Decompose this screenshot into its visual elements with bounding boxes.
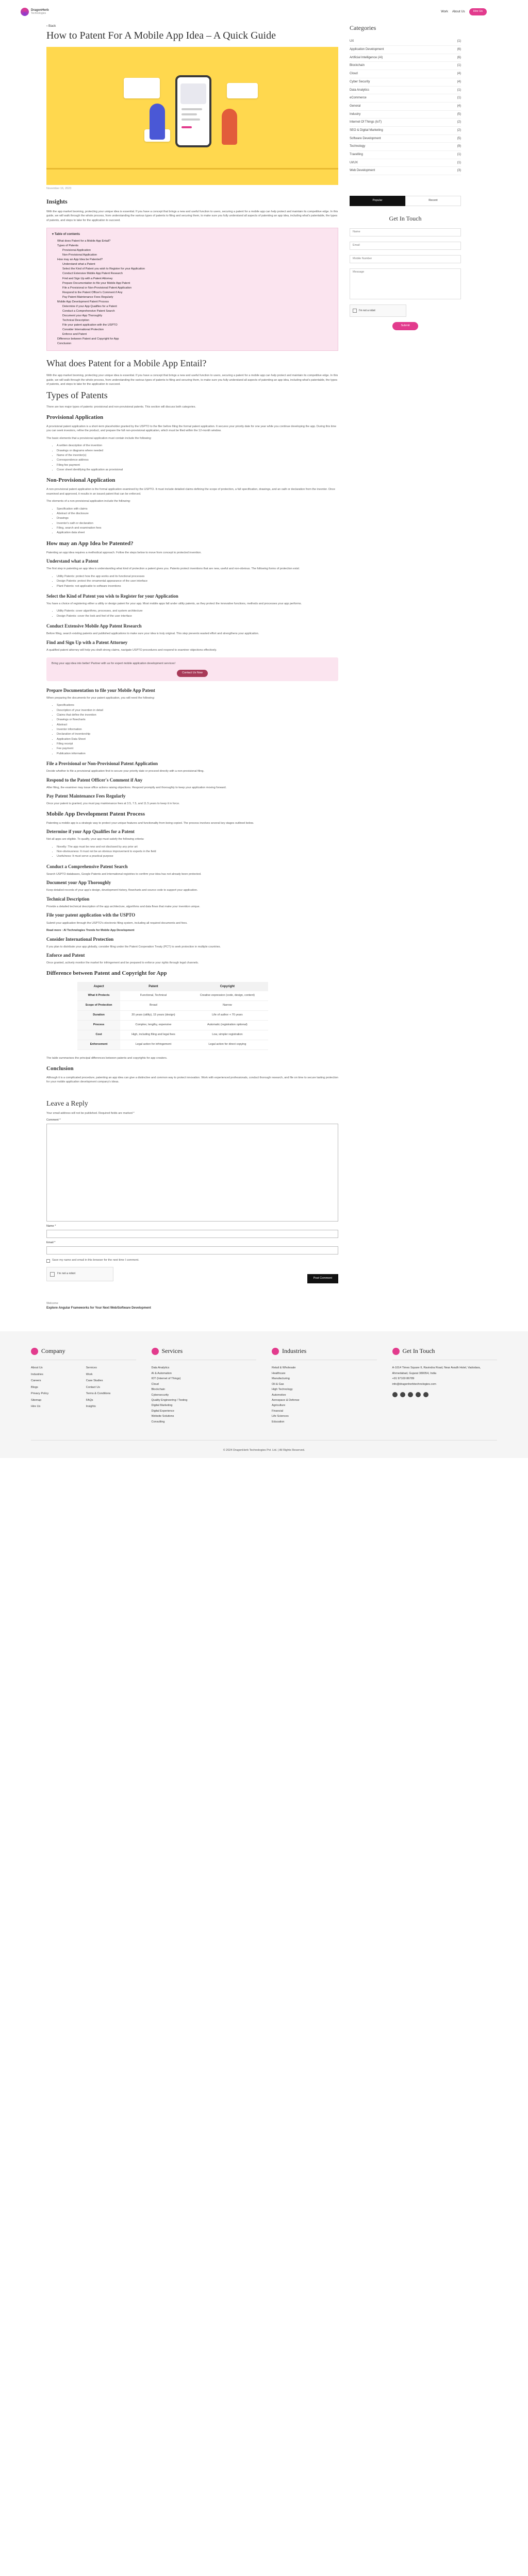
logo-tagline: Technologies bbox=[31, 11, 46, 15]
list-item: • Drawings or diagrams where needed bbox=[57, 449, 338, 453]
table-row: Scope of Protection Broad Narrow bbox=[77, 1001, 268, 1011]
youtube-icon[interactable] bbox=[423, 1392, 428, 1397]
category-item[interactable]: Software Development (5) bbox=[350, 135, 461, 143]
tab-popular[interactable]: Popular bbox=[350, 196, 405, 206]
category-item[interactable]: UI/UX (1) bbox=[350, 159, 461, 167]
category-item[interactable]: SEO & Digital Marketing (2) bbox=[350, 127, 461, 135]
footer-link[interactable]: Contact Us bbox=[86, 1385, 100, 1389]
toc-item[interactable]: Pay Patent Maintenance Fees Regularly bbox=[62, 295, 113, 299]
footer-link[interactable]: Sitemap bbox=[31, 1398, 42, 1402]
bullet-list bbox=[46, 444, 338, 472]
category-item[interactable]: General (4) bbox=[350, 103, 461, 111]
back-link[interactable]: ‹ Back bbox=[46, 24, 56, 28]
toc-item[interactable]: Understand what a Patent bbox=[62, 263, 95, 266]
footer-link[interactable]: Digital Experience bbox=[151, 1409, 174, 1413]
footer-link[interactable]: Agriculture bbox=[272, 1404, 286, 1408]
footer-link[interactable]: Cybersecurity bbox=[151, 1393, 169, 1397]
list-item: • Utility Patents: cover algorithms, processes, and system architecture bbox=[57, 609, 338, 614]
toc-item[interactable]: Enforce and Patent bbox=[62, 333, 87, 336]
site-footer: Company About Us Services Industries Work Careers Case Studies Blogs Contact Us Privacy Policy Terms & Conditions Sitemap FAQs Hire Us Insights Services Data Analytics AI & Automation IOT (Internet of Things) Cloud Blockchain Cybersecurity Quality Engineering / Testing Digital Marketing Digital Experience Website Solutions Consulting Industries Retail & Wholesale Healthcare Manufacturing Oil & Gas High Technology Automotive Aerospace & Defense Agriculture Financial Life Sciences Education Get In Touch A-1014 Times Square II, Ravindra Road, Near Avadh Hotel, Vadodara, Ahmedabad, Gujarat 380054, India +91 97100 86789 info@dragonherbtechnologies.com © 2024 DragonHerb Technologies Pvt. Ltd. | All Rights Reserved. bbox=[0, 1331, 528, 1458]
list-item: • Drawings or flowcharts bbox=[57, 718, 338, 722]
insights-text: With the app market booming, protecting your unique idea is essential. If you have a concept that brings a new and useful function to users, securing a patent for a mobile app can help protect and maintain its competitive edge. In this guide, we will walk through the whole process, from understanding the various types of patents to filing and securing them, to make sure you fully understand all aspects of patenting an app idea, including what's patentable, the types of patents, and steps to take for the application to succeed. bbox=[46, 210, 338, 222]
footer-link[interactable]: Terms & Conditions bbox=[86, 1392, 111, 1396]
toc-item[interactable]: Non-Provisional Application bbox=[62, 253, 97, 257]
list-item: • Filing, search and examination fees bbox=[57, 526, 338, 531]
footer-link[interactable]: AI & Automation bbox=[151, 1371, 172, 1375]
table-row: Enforcement Legal action for infringement Legal action for direct copying bbox=[77, 1040, 268, 1050]
table-row: What it Protects Functional, Technical Creative expression (code, design, content) bbox=[77, 991, 268, 1001]
hero-card-icon bbox=[124, 78, 160, 98]
toc-item[interactable]: Determine if your App Qualifies for a Patent bbox=[62, 304, 117, 308]
category-item[interactable]: Blockchain (1) bbox=[350, 62, 461, 70]
table-row: Cost High, including filing and legal fees Low, simpler registration bbox=[77, 1030, 268, 1040]
post-date: November 16, 2023 bbox=[46, 187, 72, 191]
list-item: • Drawings bbox=[57, 516, 338, 521]
footer-link[interactable]: Manufacturing bbox=[272, 1377, 290, 1381]
facebook-icon[interactable] bbox=[392, 1392, 398, 1397]
list-item: • Usefulness: It must serve a practical purpose bbox=[57, 854, 338, 859]
list-item: • Correspondence address bbox=[57, 458, 338, 463]
list-item: • Specifications bbox=[57, 703, 338, 708]
name-field[interactable]: Name bbox=[350, 228, 461, 236]
table-header: Copyright bbox=[187, 982, 268, 992]
bullet-list bbox=[46, 574, 338, 589]
comment-textarea[interactable] bbox=[46, 1124, 338, 1222]
footer-link[interactable]: About Us bbox=[31, 1366, 43, 1370]
post-comment-button[interactable]: Post Comment bbox=[307, 1274, 338, 1283]
footer-link[interactable]: Work bbox=[86, 1372, 93, 1376]
category-list bbox=[350, 38, 461, 175]
post-tabs bbox=[350, 196, 461, 206]
footer-link[interactable]: Automotive bbox=[272, 1393, 286, 1397]
table-header: Patent bbox=[120, 982, 187, 992]
toc-item[interactable]: Find and Sign Up with a Patent Attorney bbox=[62, 277, 113, 280]
site-logo[interactable] bbox=[21, 8, 49, 16]
footer-link[interactable]: IOT (Internet of Things) bbox=[151, 1377, 181, 1381]
site-header bbox=[0, 0, 528, 24]
list-item: • Name of the inventor(s) bbox=[57, 453, 338, 458]
list-item: • Abstract bbox=[57, 723, 338, 727]
footer-link[interactable]: Healthcare bbox=[272, 1371, 286, 1375]
list-item: • Specification with claims bbox=[57, 507, 338, 512]
toc-item[interactable]: Difference between Patent and Copyright for App bbox=[57, 337, 119, 341]
footer-link[interactable]: Life Sciences bbox=[272, 1415, 289, 1418]
submit-button[interactable]: Submit bbox=[392, 322, 418, 330]
services-icon bbox=[152, 1348, 159, 1355]
building-icon bbox=[31, 1348, 38, 1355]
toc-item[interactable]: Document your App Thoroughly bbox=[62, 314, 103, 318]
footer-link[interactable]: Financial bbox=[272, 1409, 284, 1413]
main-nav bbox=[441, 8, 487, 15]
person-icon bbox=[222, 109, 237, 145]
email-field[interactable]: Email bbox=[350, 242, 461, 250]
list-item: • Application Data Sheet bbox=[57, 737, 338, 742]
section-heading: What does Patent for a Mobile App Entail? bbox=[46, 358, 207, 369]
category-item[interactable]: Artificial Intelligence (AI) (6) bbox=[350, 54, 461, 62]
list-item: • Design Patents: protect the ornamental appearance of the user interface bbox=[57, 579, 338, 584]
footer-link[interactable]: Education bbox=[272, 1420, 285, 1423]
list-item: • Filing fee payment bbox=[57, 463, 338, 468]
logo-icon bbox=[21, 8, 29, 16]
tab-recent[interactable]: Recent bbox=[405, 196, 461, 206]
list-item: • Filing receipt bbox=[57, 742, 338, 747]
footer-link[interactable]: Retail & Wholesale bbox=[272, 1366, 296, 1370]
footer-link[interactable]: Privacy Policy bbox=[31, 1392, 49, 1396]
cta-callout: Bring your app idea into better! Partner with us for expert mobile application development services! Contact Us Now bbox=[46, 657, 338, 681]
category-item[interactable]: Data Analytics (1) bbox=[350, 87, 461, 95]
bullet-list bbox=[46, 507, 338, 536]
toc-item[interactable]: How may an App Idea be Patented? bbox=[57, 258, 103, 262]
footer-link[interactable]: High Technology bbox=[272, 1388, 293, 1392]
footer-link[interactable]: Careers bbox=[31, 1379, 41, 1383]
linkedin-icon[interactable] bbox=[408, 1392, 413, 1397]
contact-form: Get In Touch Name Email Mobile Number Message I'm not a robot Submit bbox=[350, 214, 461, 330]
nav-item-work[interactable]: Work bbox=[441, 10, 448, 13]
industries-links bbox=[272, 1365, 377, 1425]
footer-link[interactable]: Blockchain bbox=[151, 1388, 166, 1392]
industry-icon bbox=[272, 1348, 279, 1355]
bullet-list bbox=[46, 609, 338, 619]
footer-link[interactable]: Quality Engineering / Testing bbox=[151, 1398, 188, 1402]
table-row: Process Complex, lengthy, expensive Automatic (registration optional) bbox=[77, 1021, 268, 1030]
list-item: • Inventor's oath or declaration bbox=[57, 521, 338, 526]
footer-link[interactable]: Services bbox=[86, 1366, 97, 1370]
list-item: • Cover sheet identifying the application as provisional bbox=[57, 468, 338, 472]
insights-heading: Insights bbox=[46, 198, 68, 206]
category-item[interactable]: Application Development (6) bbox=[350, 46, 461, 54]
toc-list bbox=[52, 239, 333, 346]
email-input[interactable] bbox=[46, 1246, 338, 1255]
list-item: • Novelty: The app must be new and not disclosed by any prior art bbox=[57, 845, 338, 850]
category-item[interactable]: Industry (5) bbox=[350, 111, 461, 119]
phone-icon bbox=[175, 75, 211, 147]
toc-item[interactable]: Prepare Documentation to file your Mobile App Patent bbox=[62, 281, 130, 285]
bullet-list bbox=[46, 703, 338, 756]
list-item: • Abstract of the disclosure bbox=[57, 512, 338, 516]
message-field[interactable]: Message bbox=[350, 268, 461, 299]
list-item: • Non-obviousness: It must not be an obvious improvement to experts in the field bbox=[57, 850, 338, 854]
footer-link[interactable]: Digital Marketing bbox=[151, 1404, 173, 1408]
footer-link[interactable]: Oil & Gas bbox=[272, 1382, 284, 1386]
toc-item[interactable]: Types of Patents bbox=[57, 244, 78, 248]
sidebar bbox=[350, 24, 461, 1311]
chat-icon bbox=[392, 1348, 400, 1355]
toc-item[interactable]: Conclusion bbox=[57, 342, 72, 346]
toc-item[interactable]: File a Provisional or Non-Provisional Patent Application bbox=[62, 286, 132, 290]
address: A-1014 Times Square II, Ravindra Road, Near Avadh Hotel, Vadodara, Ahmedabad, Gujarat 380054, India bbox=[392, 1366, 481, 1375]
phone[interactable]: +91 97100 86789 bbox=[392, 1377, 415, 1381]
footer-link[interactable]: Blogs bbox=[31, 1385, 38, 1389]
categories-heading: Categories bbox=[350, 24, 376, 31]
table-header: Aspect bbox=[77, 982, 120, 992]
list-item: • Declaration of inventorship bbox=[57, 732, 338, 737]
copyright: © 2024 DragonHerb Technologies Pvt. Ltd. | All Rights Reserved. bbox=[31, 1440, 497, 1453]
category-item[interactable]: Internet Of Things (IoT) (2) bbox=[350, 118, 461, 127]
footer-link[interactable]: Aerospace & Defense bbox=[272, 1398, 300, 1402]
list-item: • Inventor information bbox=[57, 727, 338, 732]
list-item: • Design Patents: cover the look and feel of the user interface bbox=[57, 614, 338, 619]
toc-item[interactable]: File your patent application with the USPTO bbox=[62, 324, 118, 327]
logo-name: DragonHerb bbox=[31, 8, 49, 12]
toc-item[interactable]: Conduct Extensive Mobile App Patent Research bbox=[62, 272, 123, 276]
bullet-list bbox=[46, 845, 338, 859]
table-row: Duration 20 years (utility), 15 years (design) Life of author + 70 years bbox=[77, 1011, 268, 1021]
toc-item[interactable]: Respond to the Patent Officer's Comment if Any bbox=[62, 291, 123, 294]
category-item[interactable]: Cloud (4) bbox=[350, 70, 461, 78]
section-heading: Types of Patents bbox=[46, 389, 108, 400]
name-input[interactable] bbox=[46, 1230, 338, 1238]
category-item[interactable]: Cyber Security (4) bbox=[350, 78, 461, 87]
footer-link[interactable]: Data Analytics bbox=[151, 1366, 170, 1370]
list-item: • Fee payment bbox=[57, 747, 338, 751]
hero-card-icon bbox=[227, 83, 258, 98]
toc-item[interactable]: Conduct a Comprehensive Patent Search bbox=[62, 309, 115, 313]
list-item: • Publication information bbox=[57, 752, 338, 756]
toc-item[interactable]: Consider International Protection bbox=[62, 328, 104, 332]
footer-link[interactable]: FAQs bbox=[86, 1398, 93, 1402]
list-item: • Claims that define the invention bbox=[57, 713, 338, 718]
hero-image bbox=[46, 47, 338, 185]
article: ‹ Back How to Patent For A Mobile App Idea – A Quick Guide November 16, 2023 Insights With the app market booming, protecting your unique idea is essential. If you have a concept that brings a new and useful function to users, securing a patent for a mobile app can help protect and maintain its competitive edge. In this guide, we will walk through the whole process, from understanding the various types of patents to filing and securing them, to make sure you fully understand all aspects of patenting an app idea, including what's patentable, the types of patents, and steps to take for the application to succeed. ▾ Table of contents What does Patent for a Mobile App Entail? Types of Patents Provisional Application Non-Provisional Application How may an App Idea be Patented? Understand what a Patent Select the Kind of Patent you wish to Register for your Application Conduct Extensive Mobile App Patent Research Find and Sign Up with a Patent Attorney Prepare Documentation to file your Mobile App Patent File a Provisional or Non-Provisional Patent Application Respond to the Patent Officer's Comment if Any Pay Patent Maintenance Fees Regularly Mobile App Development Patent Process Determine if your App Qualifies for a Patent Conduct a Comprehensive Patent Search Document your App Thoroughly Technical Description File your patent application with the USPTO Consider International Protection Enforce and Patent Difference between Patent and Copyright for App Conclusion What does Patent for a Mobile App Entail? With the app market booming, protecting your unique idea is essential. If you have a concept that brings a new and useful function to users, securing a patent for a mobile app can help protect and maintain its competitive edge. In this guide, we will walk through the whole process, from understanding the various types of patents to filing and securing them, to make sure you fully understand all aspects of patenting an app idea, including what's patentable, the types of patents, and steps to take for the application to succeed. Types of Patents There are two major types of patents: provisional and non-provisional patents. This section will discuss both categories. Provisional Application A provisional patent application is a short-term placeholder granted by the USPTO to the filer before filing the formal patent application. It secures your priority date for one year while you continue developing the app. During this time you can seek investors, refine the product, and prepare the full non-provisional application, which must be filed within the 12-month window. The basic elements that a provisional application must contain include the following: • A written description of the invention • Drawings or diagrams where needed • Name of the inventor(s) • Correspondence address • Filing fee payment • Cover sheet identifying the application as provisional Non-Provisional Application A non-provisional patent application is the formal application examined by the USPTO. It must include detailed claims defining the scope of protection, a full specification, drawings, and an oath or declaration from the inventor. Once examined and approved, it results in an issued patent that can be enforced. The elements of a non-provisional application include the following: • Specification with claims • Abstract of the disclosure • Drawings • Inventor's oath or declaration • Filing, search and examination fees • Application data sheet How may an App Idea be Patented? Patenting an app idea requires a methodical approach. Follow the steps below to move from concept to protected invention. Understand what a Patent The first step in patenting an app idea is understanding what kind of protection a patent gives you. Patents protect inventions that are new, useful and non-obvious. The following forms of protection exist: • Utility Patents: protect how the app works and its functional processes • Design Patents: protect the ornamental appearance of the user interface • Plant Patents: not applicable to software inventions Select the Kind of Patent you wish to Register for your Application You have a choice of registering either a utility or design patent for your app. Most mobile apps fall under utility patents, as they protect the innovative functions, methods and processes your app performs. • Utility Patents: cover algorithms, processes, and system architecture • Design Patents: cover the look and feel of the user interface Conduct Extensive Mobile App Patent Research Before filing, search existing patents and published applications to make sure your idea is truly original. This step prevents wasted effort and strengthens your application. Find and Sign Up with a Patent Attorney A qualified patent attorney will help you draft strong claims, navigate USPTO procedures and respond to examiner objections effectively. Bring your app idea into better! Partner with us for expert mobile application development services! Contact Us Now Prepare Documentation to file your Mobile App Patent When preparing the documents for your patent application, you will need the following: • Specifications • Description of your invention in detail • Claims that define the invention • Drawings or flowcharts • Abstract • Inventor information • Declaration of inventorship • Application Data Sheet • Filing receipt • Fee payment • Publication information File a Provisional or Non-Provisional Patent Application Decide whether to file a provisional application first to secure your priority date or proceed directly with a non-provisional filing. Respond to the Patent Officer's Comment if Any After filing, the examiner may issue office actions raising objections. Respond promptly and thoroughly to keep your application moving forward. Pay Patent Maintenance Fees Regularly Once your patent is granted, you must pay maintenance fees at 3.5, 7.5, and 11.5 years to keep it in force. Mobile App Development Patent Process Patenting a mobile app is a strategic way to protect your unique features and functionality from being copied. The process involves several key stages outlined below. Determine if your App Qualifies for a Patent Not all apps are eligible. To qualify, your app must satisfy the following criteria: • Novelty: The app must be new and not disclosed by any prior art • Non-obviousness: It must not be an obvious improvement to experts in the field • Usefulness: It must serve a practical purpose Conduct a Comprehensive Patent Search Search USPTO databases, Google Patents and international registries to confirm your idea has not already been protected. Document your App Thoroughly Keep detailed records of your app's design, development history, flowcharts and source code to support your application. Technical Description Provide a detailed technical description of the app architecture, algorithms and data flows that make your invention unique. File your patent application with the USPTO Submit your application through the USPTO's electronic filing system, including all required documents and fees. Read more : AI Technologies Trends for Mobile App Development Consider International Protection If you plan to distribute your app globally, consider filing under the Patent Cooperation Treaty (PCT) to seek protection in multiple countries. Enforce and Patent Once granted, actively monitor the market for infringement and be prepared to enforce your rights through legal channels. Difference between Patent and Copyright for App Aspect Patent Copyright What it Protects Functional, Technical Creative expression (code, design, content) Scope of Protection Broad Narrow Duration 20 years (utility), 15 years (design) Life of author + 70 years Process Complex, lengthy, expensive Automatic (registration optional) Cost High, including filing and legal fees Low, simpler registration Enforcement Legal action for infringement Legal action for direct copying The table summarises the principal differences between patents and copyrights for app creators. Conclusion Although it is a complicated procedure, patenting an app idea can give a distinctive and common way to protect innovation. Work with experienced professionals, conduct thorough research, and file on time to secure lasting protection for your mobile application development company's ideas. Leave a Reply Your email address will not be published. Required fields are marked * Comment * Name * Email * Save my name and email in this browser for the next time I comment. I'm not a robot Post Comment Welcome Explore Angular Frameworks for Your Next Web/Software Development bbox=[46, 24, 338, 1311]
previous-post-link[interactable]: Welcome Explore Angular Frameworks for Your Next Web/Software Development bbox=[46, 1302, 151, 1310]
category-item[interactable]: Travelling (1) bbox=[350, 151, 461, 159]
footer-link[interactable]: Consulting bbox=[151, 1420, 165, 1423]
footer-link[interactable]: Insights bbox=[86, 1404, 96, 1408]
list-item: • A written description of the invention bbox=[57, 444, 338, 448]
contact-us-button[interactable]: Contact Us Now bbox=[177, 670, 208, 677]
mobile-field[interactable]: Mobile Number bbox=[350, 255, 461, 263]
email[interactable]: info@dragonherbtechnologies.com bbox=[392, 1382, 436, 1386]
nav-item-about[interactable]: About Us bbox=[452, 10, 465, 13]
toc-item[interactable]: Provisional Application bbox=[62, 249, 91, 252]
category-item[interactable]: Web Development (3) bbox=[350, 167, 461, 175]
category-item[interactable]: UX (1) bbox=[350, 38, 461, 46]
recaptcha[interactable]: I'm not a robot bbox=[350, 304, 406, 317]
toc-title[interactable]: ▾ Table of contents bbox=[52, 233, 80, 236]
recaptcha[interactable]: I'm not a robot bbox=[46, 1267, 113, 1281]
social-links bbox=[392, 1392, 498, 1397]
services-links bbox=[152, 1365, 257, 1425]
read-more-link[interactable]: Read more : AI Technologies Trends for Mobile App Development bbox=[46, 929, 135, 933]
person-icon bbox=[150, 104, 165, 140]
toc-item[interactable]: Select the Kind of Patent you wish to Register for your Application bbox=[62, 267, 145, 271]
list-item: • Description of your invention in detail bbox=[57, 708, 338, 713]
company-links bbox=[31, 1365, 136, 1409]
footer-link[interactable]: Case Studies bbox=[86, 1379, 103, 1383]
toc-item[interactable]: What does Patent for a Mobile App Entail? bbox=[57, 240, 111, 243]
instagram-icon[interactable] bbox=[416, 1392, 421, 1397]
twitter-icon[interactable] bbox=[400, 1392, 405, 1397]
list-item: • Plant Patents: not applicable to software inventions bbox=[57, 584, 338, 589]
category-item[interactable]: eCommerce (1) bbox=[350, 94, 461, 103]
comment-form: Leave a Reply Your email address will not be published. Required fields are marked * Comment * Name * Email * Save my name and email in this browser for the next time I comment. I'm not a robot Post Comment Welcome Explore Angular Frameworks for Your Next Web/Software Development bbox=[46, 1099, 338, 1311]
page-title: How to Patent For A Mobile App Idea – A Quick Guide bbox=[46, 30, 276, 42]
footer-link[interactable]: Hire Us bbox=[31, 1404, 41, 1408]
toc-item[interactable]: Mobile App Development Patent Process bbox=[57, 300, 109, 303]
toc-item[interactable]: Technical Description bbox=[62, 319, 89, 323]
footer-link[interactable]: Industries bbox=[31, 1372, 43, 1376]
table-of-contents bbox=[46, 228, 338, 351]
comparison-table bbox=[77, 982, 268, 1050]
footer-link[interactable]: Website Solutions bbox=[151, 1415, 174, 1418]
category-item[interactable]: Technology (9) bbox=[350, 143, 461, 151]
list-item: • Utility Patents: protect how the app works and its functional processes bbox=[57, 574, 338, 579]
footer-link[interactable]: Cloud bbox=[151, 1382, 159, 1386]
list-item: • Application data sheet bbox=[57, 531, 338, 535]
hire-us-button[interactable]: Hire Us bbox=[469, 8, 487, 15]
save-info-checkbox[interactable]: Save my name and email in this browser for the next time I comment. bbox=[46, 1259, 338, 1263]
